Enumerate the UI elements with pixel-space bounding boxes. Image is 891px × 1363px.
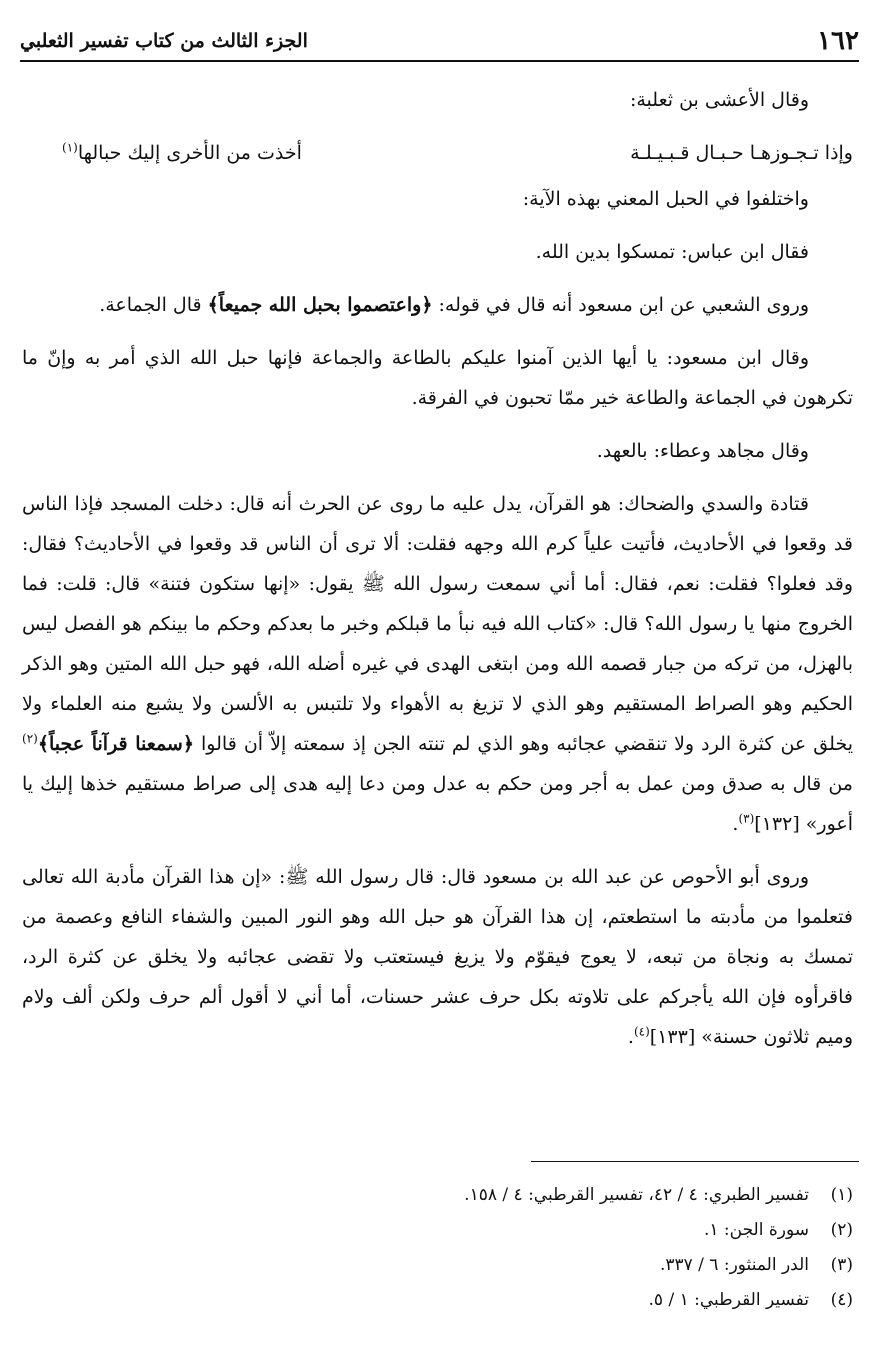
paragraph-6: وقال مجاهد وعطاء: بالعهد. bbox=[596, 440, 809, 462]
poetry-verse bbox=[22, 133, 853, 173]
main-text bbox=[22, 80, 853, 1070]
footnote-ref-1[interactable]: (١) bbox=[62, 140, 78, 155]
paragraph-4-text-b: قال الجماعة. bbox=[99, 294, 208, 316]
paragraph-5: وقال ابن مسعود: يا أيها الذين آمنوا عليكم بالطاعة والجماعة فإنها حبل الله الذي أمر به وإنّ ما تكرهون في الجماعة والطاعة خير ممّا تحبون في الفرقة. bbox=[22, 347, 853, 409]
footnote-item bbox=[22, 1283, 853, 1318]
paragraph-2: واختلفوا في الحبل المعني بهذه الآية: bbox=[522, 188, 809, 210]
paragraph-3: فقال ابن عباس: تمسكوا بدين الله. bbox=[535, 241, 809, 263]
quran-quote-1: ﴿واعتصموا بحبل الله جميعاً﴾ bbox=[207, 294, 433, 316]
paragraph-8-text: وروى أبو الأحوص عن عبد الله بن مسعود قال: قال رسول الله ﷺ: «إن هذا القرآن مأدبة الله تعالى فتعلموا من مأدبته ما استطعتم، إن هذا القرآن هو حبل الله وهو النور المبين والشفاء النافع وعصمة من تمسك به ونجاة من تبعه، لا يعوج فيقوّم ولا يزيغ فيستعتب ولا تقضى عجائبه ولا يخلق عن كثرة الرد، فاقرأوه فإن الله يأجركم على تلاوته بكل حرف عشر حسنات، أما أني لا أقول ألم حرف ولكن ألف ولام وميم ثلاثون حسنة» [١٣٣] bbox=[22, 866, 853, 1048]
page-number: ١٦٢ bbox=[817, 26, 859, 56]
footnote-ref-3[interactable]: (٣) bbox=[738, 811, 755, 826]
paragraph-8 bbox=[22, 857, 853, 1057]
footnote-ref-2[interactable]: (٢) bbox=[22, 731, 38, 746]
footnote-text: الدر المنثور: ٦ / ٣٣٧. bbox=[659, 1255, 809, 1275]
paragraph-4 bbox=[22, 285, 853, 325]
paragraph-4-text-a: وروى الشعبي عن ابن مسعود أنه قال في قوله: bbox=[432, 294, 809, 316]
footnote-text: سورة الجن: ١. bbox=[703, 1220, 809, 1240]
footnote-number: (٤) bbox=[830, 1290, 853, 1310]
footnote-number: (٢) bbox=[830, 1220, 853, 1240]
paragraph-7-text-a: قتادة والسدي والضحاك: هو القرآن، يدل عليه ما روى عن الحرث أنه قال: دخلت المسجد فإذا الناس قد وقعوا في الأحاديث، فأتيت علياً كرم الله وجهه فقلت: ألا ترى أن الناس قد وقعوا في الأحاديث؟ فقال: وقد فعلوا؟ فقلت: نعم، فقال: أما أني سمعت رسول الله ﷺ يقول: «إنها ستكون فتنة» قال: قلت: فما الخروج منها يا رسول الله؟ قال: «كتاب الله فيه نبأ ما قبلكم وخبر ما بعدكم وحكم ما بينكم هو الفصل ليس بالهزل، من تركه من جبار قصمه الله ومن ابتغى الهدى في غيره أضله الله، فهو حبل الله المتين وهو الذكر الحكيم وهو الصراط المستقيم وهو الذي لا تزيغ به الأهواء ولا تلتبس به الألسن ولا يشبع منه العلماء ولا يخلق عن كثرة الرد ولا تنقضي عجائبه وهو الذي لم تنته الجن إذ سمعته إلاّ أن قالوا bbox=[22, 493, 854, 755]
page-header bbox=[20, 22, 859, 62]
footnote-number: (٣) bbox=[830, 1255, 853, 1275]
paragraph-8-end: . bbox=[627, 1026, 634, 1048]
verse-first-hemistich: وإذا تـجـوزهـا حـبـال قـبـيـلـة bbox=[630, 142, 853, 164]
footnote-item bbox=[22, 1248, 853, 1283]
footnote-item bbox=[22, 1213, 853, 1248]
footnote-text: تفسير القرطبي: ١ / ٥. bbox=[648, 1290, 809, 1310]
paragraph-1: وقال الأعشى بن ثعلبة: bbox=[629, 89, 809, 111]
footnote-number: (١) bbox=[830, 1185, 853, 1205]
paragraph-7 bbox=[22, 484, 853, 844]
footnote-item bbox=[22, 1178, 853, 1213]
footnote-ref-4[interactable]: (٤) bbox=[633, 1024, 650, 1039]
quran-quote-2: ﴿سمعنا قرآناً عجباً﴾ bbox=[37, 733, 194, 755]
footnote-text: تفسير الطبري: ٤ / ٤٢، تفسير القرطبي: ٤ / ١٥٨. bbox=[464, 1185, 809, 1205]
paragraph-7-end: . bbox=[732, 813, 739, 835]
footnotes-list bbox=[22, 1178, 853, 1318]
verse-second-text: أخذت من الأخرى إليك حبالها bbox=[77, 142, 302, 164]
verse-second-hemistich bbox=[22, 133, 302, 173]
running-title: الجزء الثالث من كتاب تفسير الثعلبي bbox=[20, 30, 308, 52]
footnote-divider bbox=[531, 1161, 859, 1162]
paragraph-7-text-b: من قال به صدق ومن عمل به أجر ومن حكم به عدل ومن دعا إليه هدى إلى صراط مستقيم خذها إليك يا أعور» [١٣٢] bbox=[22, 773, 853, 835]
